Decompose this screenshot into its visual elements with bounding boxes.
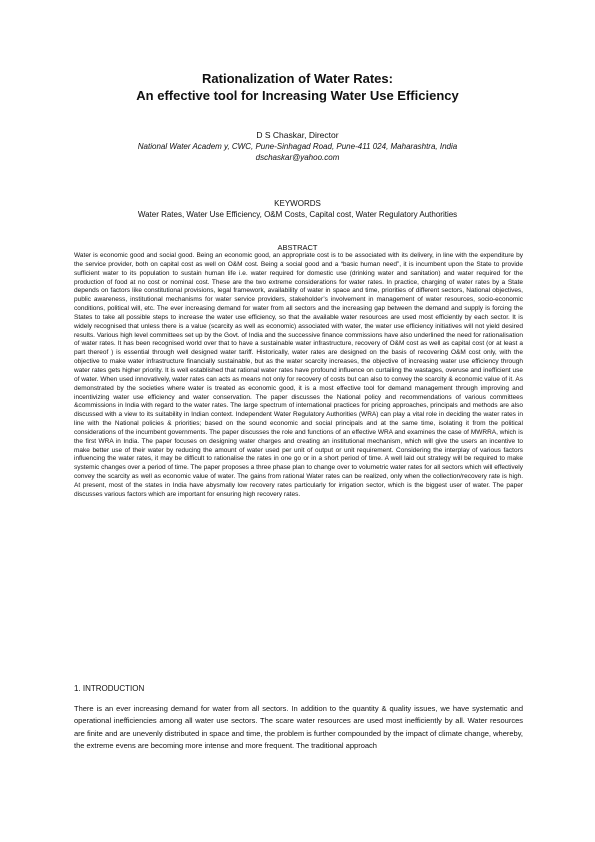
keywords-block <box>60 198 535 220</box>
keywords-heading: KEYWORDS <box>274 199 321 208</box>
title-line-2: An effective tool for Increasing Water Use Efficiency <box>136 88 459 103</box>
title-line-1: Rationalization of Water Rates: <box>202 71 393 86</box>
abstract-body: Water is economic good and social good. Being an economic good, an appropriate cost is to be associated with its delivery, in line with the expenditure by the service provider, both on capital cost as well on O&M cost. Being a social good and a “basic human need”, it is incumbent upon the State to provide sufficient water to its population to sustain human life i.e. water required for domestic use (drinking water and sanitation) and water required for the production of food at no cost or nominal cost. These are the two extreme considerations for water rates. In practice, charging of water rates by a State depends on factors like constitutional provisions, legal framework, availability of water in space and time, priorities of different sectors, National objectives, public awareness, institutional mechanisms for water service providers, stakeholder’s involvement in management of water resources, socio-economic conditions, political will, etc. The ever increasing demand for water from all sectors and the increasing gap between the demand and supply is forcing the States to take all possible steps to increase the water use efficiency, so that the available water resources are used most efficiently by each sector. It is widely recognised that unless there is a value (scarcity as well as economic) associated with water, the water use efficiency initiatives will not yield desired results. Various high level committees set up by the Govt. of India and the successive finance commissions have also underlined the need for rationalisation of water rates. It has been recognised world over that to have a sustainable water infrastructure, recovery of O&M cost as well as capital cost (or at least a part thereof ) is essential through well designed water tariff. Historically, water rates are designed on the basis of recovering O&M cost only, with the objective to make water infrastructure financially sustainable, but as the water scarcity increases, the objective of increasing water use efficiency through water rates gets higher priority. It is well established that rational water rates have profound influence on curtailing the wastages, overuse and inefficient use of water. When used innovatively, water rates can acts as means not only for recovery of costs but can also to convey the scarcity & economic value of it. As demonstrated by the societies where water is treated as economic good, it is a most effective tool for demand management through improving and incentivizing water use efficiency and water conservation. The paper discusses the National policy and recommendations of various committees &commissions in India with regard to the water rates. The large spectrum of international practices for pricing approaches, principals and methods are also discussed with a view to its suitability in Indian context. Independent Water Regulatory Authorities (WRA) can play a vital role in deciding the water rates in line with the National policies & priorities; based on the sound economic and social principals and at the same time, isolating it from the political considerations of the incumbent governments. The paper discusses the role and functions of an effective WRA and examines the case of MWRRA, which is the first WRA in India. The paper focuses on designing water charges and creating an institutional mechanism, which will give the users an incentive to make better use of their water by reducing the amount of water used per unit of output or unit requirement. Considering the interplay of various factors influencing the water rates, it may be difficult to rationalise the rates in one go or in a short period of time. A well laid out strategy will be required to make systemic changes over a period of time. The paper proposes a three phase plan to change over to volumetric water rates for all sectors which will effectively convey the scarcity as well as economic value of water. The gains from rational Water rates can be realized, only when the collection/recovery rate is high. At present, most of the states in India have abysmally low recovery rates particularly for irrigation sector, which is the biggest user of water. The paper discusses various factors which are important for ensuring high recovery rates. <box>74 252 523 498</box>
introduction-body: There is an ever increasing demand for water from all sectors. In addition to the quantity & quality issues, we have systematic and operational inefficiencies among all water use sectors. The scare water resources are used most inefficiently by all. Water resources are finite and are unevenly distributed in space and time, the problem is further compounded by the impact of climate change, whereby, the extreme evens are becoming more intense and more frequent. The traditional approach <box>74 704 523 750</box>
author-affiliation: National Water Academ y, CWC, Pune-Sinhagad Road, Pune-411 024, Maharashtra, India <box>137 142 458 151</box>
paper-title <box>40 70 555 104</box>
keywords-list: Water Rates, Water Use Efficiency, O&M Costs, Capital cost, Water Regulatory Authorities <box>137 210 458 219</box>
author-email: dschaskar@yahoo.com <box>255 153 340 162</box>
author-name: D S Chaskar, Director <box>256 130 339 140</box>
author-block <box>60 130 535 163</box>
abstract-heading: ABSTRACT <box>277 243 318 252</box>
section-heading-introduction: 1. INTRODUCTION <box>74 684 145 693</box>
